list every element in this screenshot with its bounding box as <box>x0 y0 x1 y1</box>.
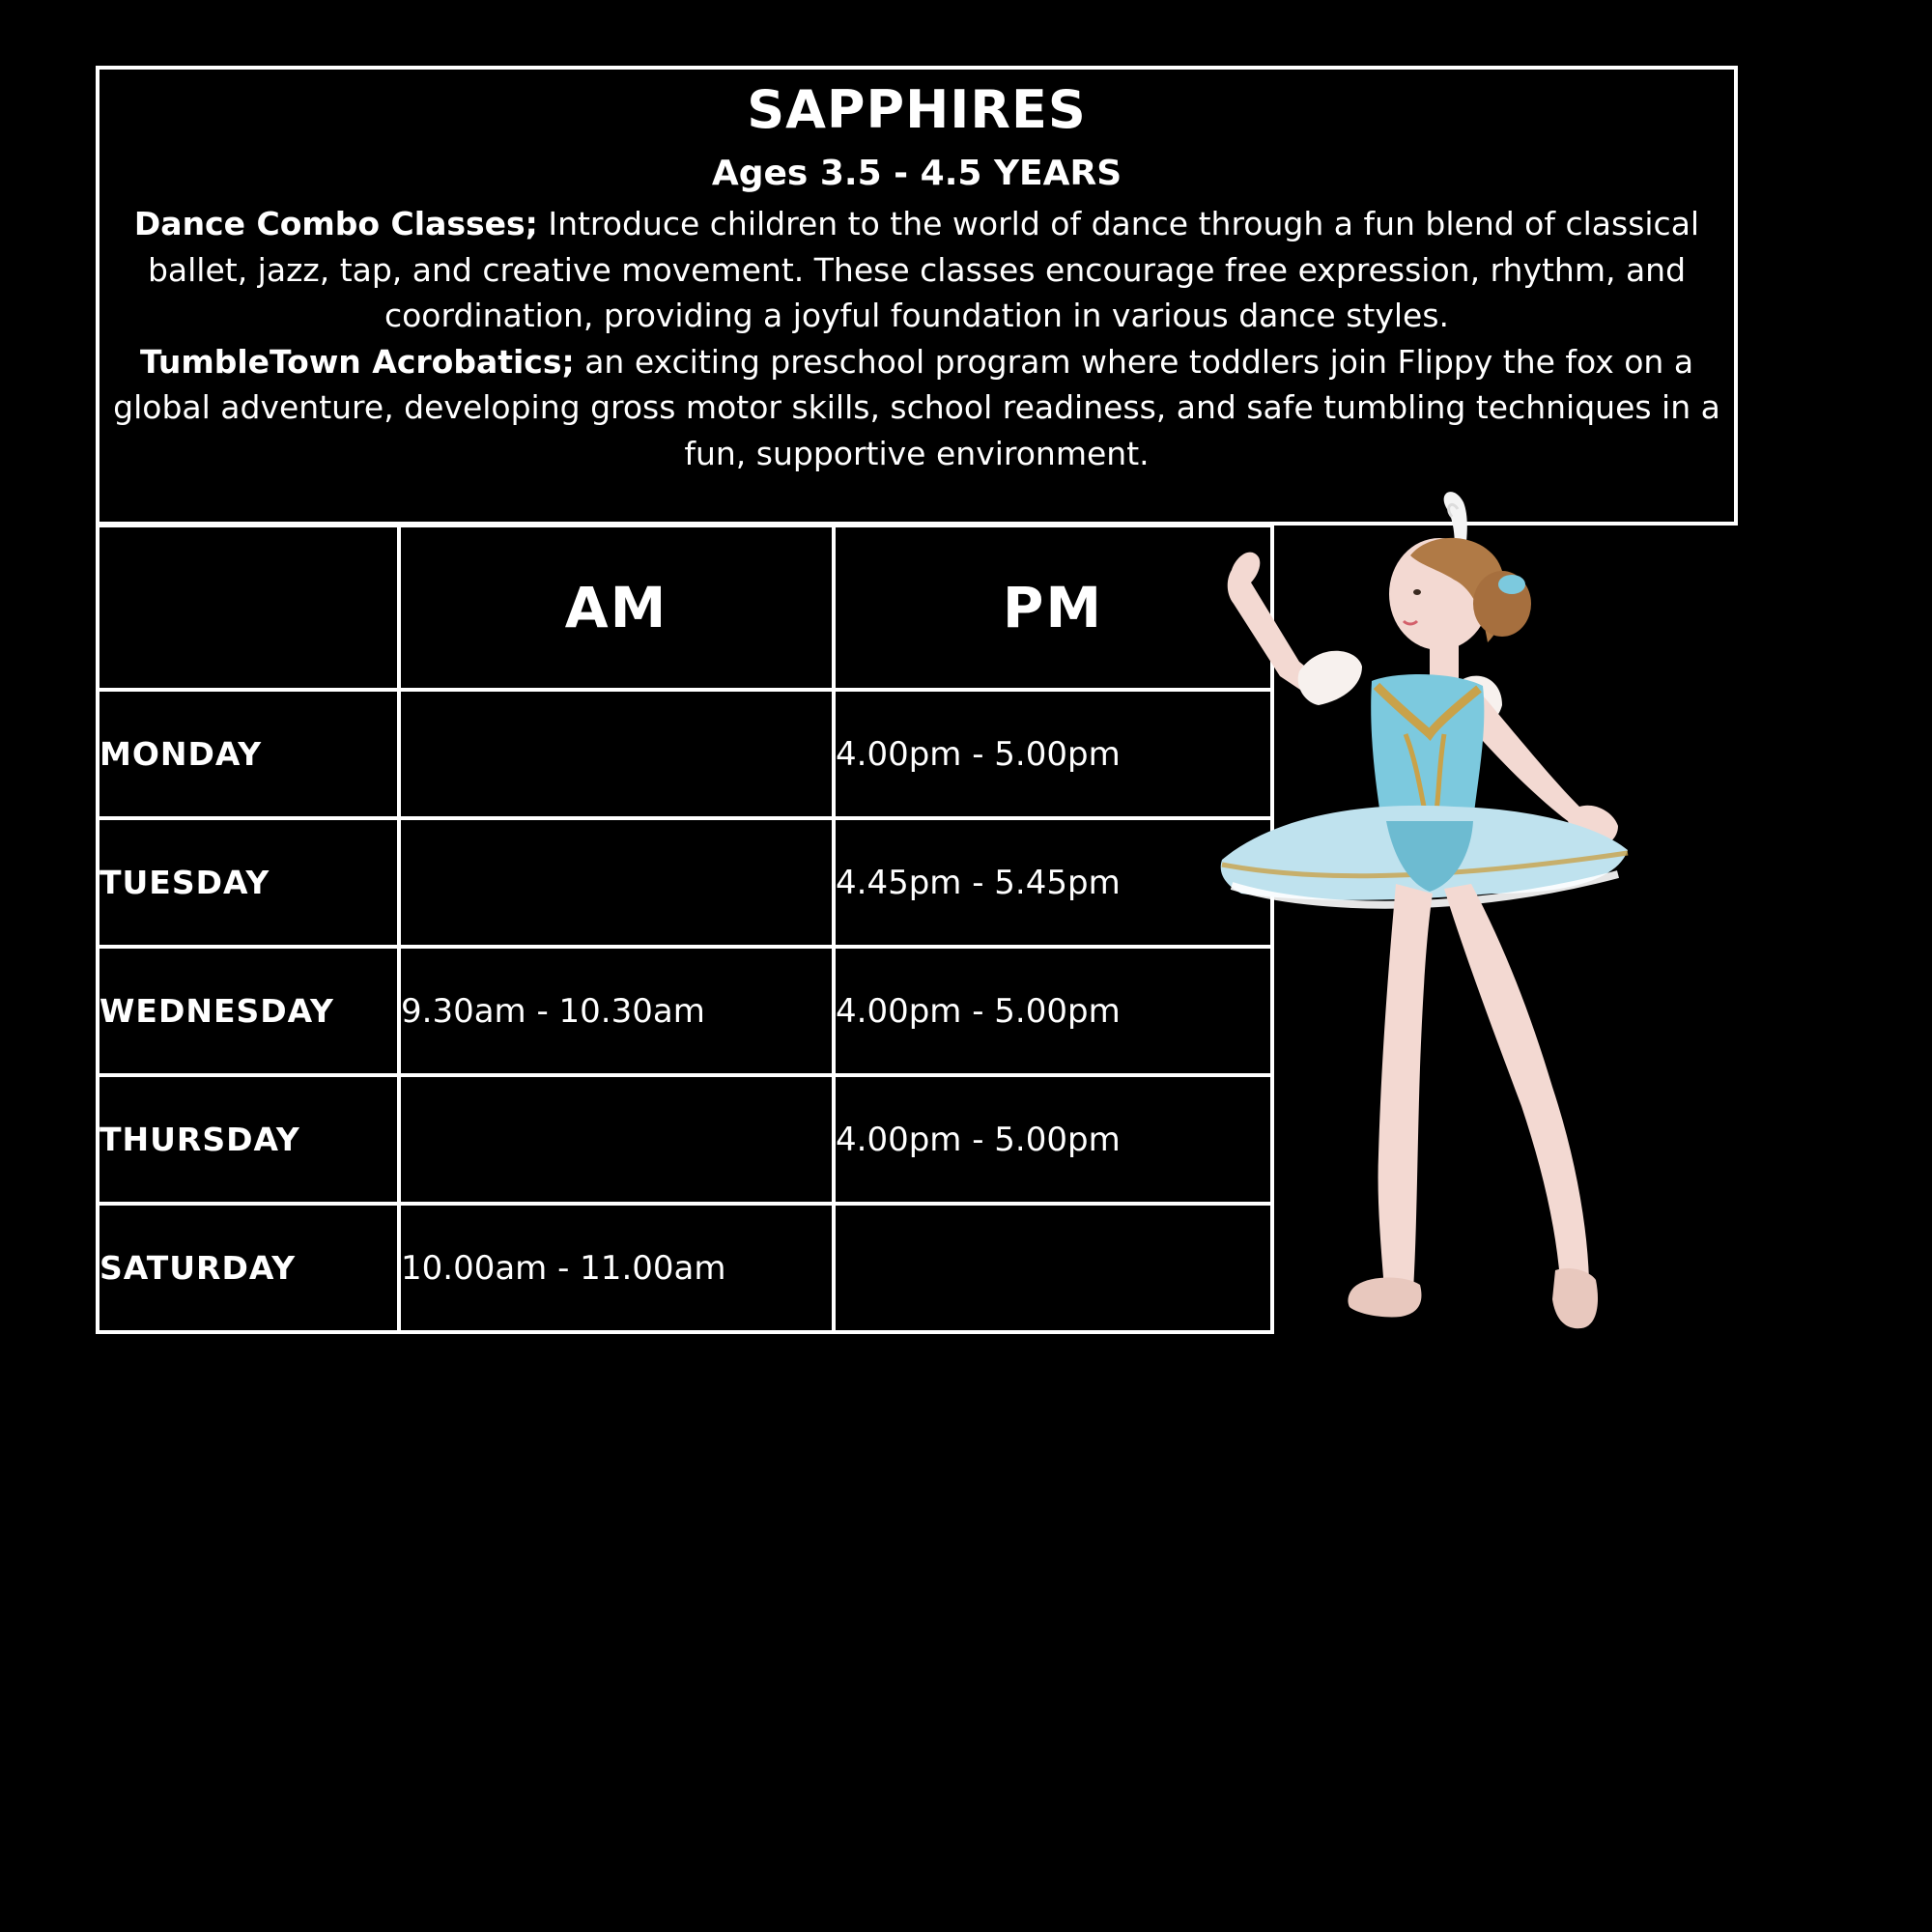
am-time-cell: 10.00am - 11.00am <box>399 1204 834 1332</box>
day-cell: THURSDAY <box>98 1075 399 1204</box>
table-row <box>98 1204 1272 1332</box>
table-row <box>98 1075 1272 1204</box>
header-am: AM <box>399 526 834 690</box>
dance-combo-label: Dance Combo Classes; <box>133 205 538 242</box>
schedule-table <box>96 524 1274 1334</box>
pm-time-cell: 4.00pm - 5.00pm <box>834 1075 1272 1204</box>
table-row <box>98 690 1272 818</box>
pm-time-cell: 4.45pm - 5.45pm <box>834 818 1272 947</box>
dance-combo-text: Introduce children to the world of dance through a fun blend of classical ballet, jazz, tap, and creative movement. These classes encourage free expression, rhythm, and coordination, providing a joyful foundation in various dance styles. <box>147 205 1700 335</box>
class-title: SAPPHIRES <box>747 79 1087 140</box>
pm-time-cell: 4.00pm - 5.00pm <box>834 947 1272 1075</box>
age-range: Ages 3.5 - 4.5 YEARS <box>711 154 1122 193</box>
day-cell: SATURDAY <box>98 1204 399 1332</box>
table-row <box>98 947 1272 1075</box>
day-cell: TUESDAY <box>98 818 399 947</box>
am-time-cell <box>399 1075 834 1204</box>
schedule-header-row <box>98 526 1272 690</box>
tumbletown-text: an exciting preschool program where toddlers join Flippy the fox on a global adventure, developing gross motor skills, school readiness, and safe tumbling techniques in a fun, supportive environment. <box>113 342 1720 472</box>
am-time-cell <box>399 690 834 818</box>
tumbletown-description <box>105 339 1728 477</box>
am-time-cell <box>399 818 834 947</box>
dancer-photo <box>1164 488 1705 1386</box>
header-pm: PM <box>834 526 1272 690</box>
pm-time-cell: 4.00pm - 5.00pm <box>834 690 1272 818</box>
dance-combo-description <box>105 201 1728 339</box>
class-description <box>105 201 1728 477</box>
class-info-box <box>96 66 1738 526</box>
header-day-cell <box>98 526 399 690</box>
day-cell: MONDAY <box>98 690 399 818</box>
table-row <box>98 818 1272 947</box>
tumbletown-label: TumbleTown Acrobatics; <box>139 342 575 381</box>
am-time-cell: 9.30am - 10.30am <box>399 947 834 1075</box>
day-cell: WEDNESDAY <box>98 947 399 1075</box>
